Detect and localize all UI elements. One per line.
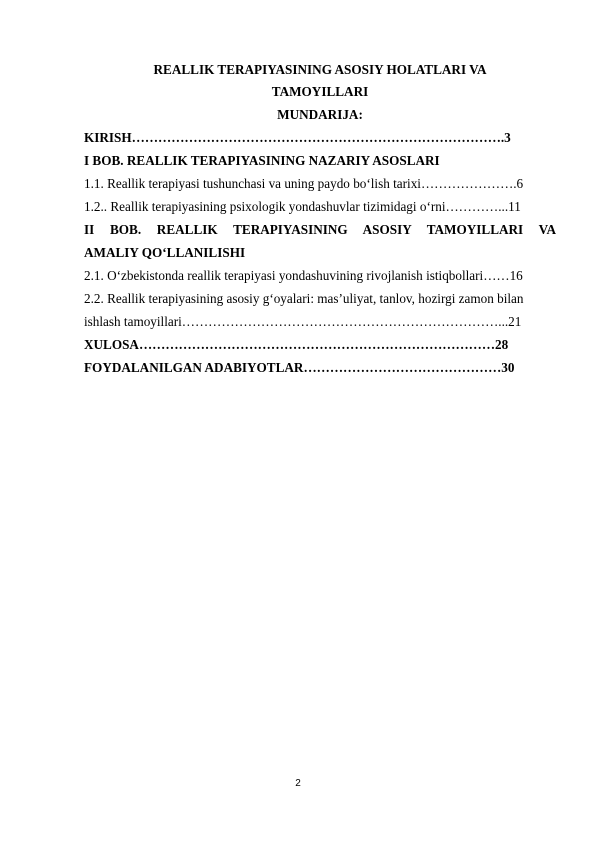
toc-entry-1-1: 1.1. Reallik terapiyasi tushunchasi va uning paydo bo‘lish tarixi………………….6: [84, 176, 524, 191]
toc-entry-2-1: 2.1. O‘zbekistonda reallik terapiyasi yondashuvining rivojlanish istiqbollari……16: [84, 268, 523, 283]
toc-chapter-2-heading-line-2: AMALIY QO‘LLANILISHI: [84, 245, 246, 260]
toc-entry-introduction: KIRISH………………………………………………………………………….3: [84, 130, 511, 145]
page-number: 2: [295, 778, 301, 789]
toc-chapter-2-heading-line-1: II BOB. REALLIK TERAPIYASINING ASOSIY TAMOYILLARI VA: [84, 222, 556, 237]
document-title-line-1: REALLIK TERAPIYASINING ASOSIY HOLATLARI VA: [153, 62, 487, 77]
toc-entry-2-2-line-1: 2.2. Reallik terapiyasining asosiy g‘oyalari: mas’uliyat, tanlov, hozirgi zamon bilan: [84, 291, 524, 306]
toc-entry-references: FOYDALANILGAN ADABIYOTLAR………………………………………30: [84, 360, 515, 375]
toc-entry-conclusion: XULOSA………………………………………………………………………28: [84, 337, 509, 352]
toc-entry-2-2-line-2: ishlash tamoyillari………………………………………………………………...21: [84, 314, 522, 329]
document-title-line-2: TAMOYILLARI: [271, 84, 369, 99]
contents-heading: MUNDARIJA:: [277, 107, 363, 122]
toc-entry-1-2: 1.2.. Reallik terapiyasining psixologik yondashuvlar tizimidagi o‘rni…………...11: [84, 199, 521, 214]
toc-chapter-1-heading: I BOB. REALLIK TERAPIYASINING NAZARIY ASOSLARI: [84, 153, 440, 168]
